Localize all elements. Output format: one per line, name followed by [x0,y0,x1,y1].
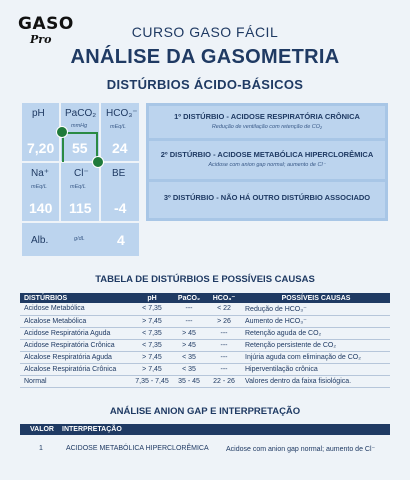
table-cell-paco2: > 45 [172,327,206,339]
brand-sub: Pro [30,33,52,46]
col-header-causes: POSSÍVEIS CAUSAS [242,293,390,303]
table-cell-paco2: < 35 [172,363,206,375]
table-cell-cause: Retenção persistente de CO₂ [242,339,390,351]
anion-col-value: VALOR [30,426,54,433]
anion-interpretation: ACIDOSE METABÓLICA HIPERCLORÊMICA [66,445,209,452]
highlight-dot-start [56,126,68,138]
hco3-cell [101,103,139,161]
table-title: TABELA DE DISTÚRBIOS E POSSÍVEIS CAUSAS [95,274,315,285]
course-title: CURSO GASO FÁCIL [131,24,279,40]
table-header-row [20,293,390,303]
table-cell-hco3: 22 - 26 [206,375,242,387]
page-title: ANÁLISE DA GASOMETRIA [70,46,340,68]
table-cell-cause: Aumento de HCO₃⁻ [242,315,390,327]
cl-label: Cl⁻ [74,168,89,179]
cl-cell [61,163,99,221]
na-label: Na⁺ [31,168,50,179]
paco2-unit: mmHg [71,123,88,129]
table-cell-cause: Retenção aguda de CO₂ [242,327,390,339]
be-label: BE [112,168,126,179]
table-row [20,327,390,339]
table-cell-cause: Hiperventilação crônica [242,363,390,375]
table-cell-hco3: > 26 [206,315,242,327]
table-cell-hco3: < 22 [206,303,242,315]
anion-gap-table [20,424,390,465]
table-cell-disorder: Acidose Metabólica [20,303,132,315]
table-cell-paco2: 35 - 45 [172,375,206,387]
ph-cell [22,103,59,161]
hco3-unit: mEq/L [110,124,126,130]
table-cell-hco3: --- [206,339,242,351]
disorder-2 [149,141,385,179]
table-cell-ph: > 7,45 [132,315,172,327]
table-cell-cause: Redução de HCO₃⁻ [242,303,390,315]
na-unit: mEq/L [31,184,47,190]
anion-header-row [20,424,390,435]
table-cell-paco2: > 45 [172,339,206,351]
disorder-1 [149,106,385,138]
table-cell-cause: Valores dentro da faixa fisiológica. [242,375,390,387]
table-cell-ph: < 7,35 [132,327,172,339]
hco3-label: HCO₃⁻ [106,108,138,119]
na-value: 140 [29,200,53,216]
gas-values-panel [20,100,142,258]
col-header-ph: pH [132,293,172,303]
alb-cell [22,223,139,256]
table-cell-ph: > 7,45 [132,363,172,375]
cl-unit: mEq/L [70,184,86,190]
disorders-table [20,293,390,388]
table-row [20,303,390,315]
table-cell-disorder: Acidose Respiratória Aguda [20,327,132,339]
table-cell-ph: > 7,45 [132,351,172,363]
alb-value: 4 [117,232,125,248]
disorder-1-title: 1º DISTÚRBIO - ACIDOSE RESPIRATÓRIA CRÔNICA [174,112,360,121]
anion-value: 1 [39,445,43,452]
table-cell-hco3: --- [206,363,242,375]
table-cell-ph: < 7,35 [132,303,172,315]
col-header-hco3: HCO₃⁻ [206,293,242,303]
table-cell-disorder: Alcalose Respiratória Aguda [20,351,132,363]
table-cell-disorder: Alcalose Respiratória Crônica [20,363,132,375]
table-cell-paco2: < 35 [172,351,206,363]
ph-value: 7,20 [27,140,55,156]
table-row [20,339,390,351]
table-cell-ph: < 7,35 [132,339,172,351]
page-subtitle: DISTÚRBIOS ÁCIDO-BÁSICOS [106,77,304,92]
cl-value: 115 [69,200,92,216]
paco2-label: PaCO₂ [65,108,97,119]
alb-label: Alb. [31,235,49,246]
brand-name: GASO [18,14,74,34]
hco3-value: 24 [112,140,128,156]
table-row [20,351,390,363]
table-cell-hco3: --- [206,351,242,363]
highlight-dot-end [92,156,104,168]
anion-title: ANÁLISE ANION GAP E INTERPRETAÇÃO [109,406,301,417]
na-cell [22,163,59,221]
disorders-panel [146,103,388,221]
be-value: -4 [114,200,127,216]
disorder-2-desc: Acidose com anion gap normal; aumento de Cl⁻ [208,162,326,168]
anion-description: Acidose com anion gap normal; aumento de Cl⁻ [226,446,376,453]
col-header-paco2: PaCO₂ [172,293,206,303]
table-row [20,363,390,375]
alb-unit: g/dL [74,236,85,242]
table-cell-hco3: --- [206,327,242,339]
table-cell-ph: 7,35 - 7,45 [132,375,172,387]
table-cell-disorder: Acidose Respiratória Crônica [20,339,132,351]
table-row [20,315,390,327]
table-cell-paco2: --- [172,303,206,315]
disorder-3-title: 3º DISTÚRBIO - NÃO HÁ OUTRO DISTÚRBIO ASSOCIADO [163,193,371,202]
anion-row [20,435,390,465]
be-cell [101,163,139,221]
ph-label: pH [32,108,45,119]
table-cell-cause: Injúria aguda com eliminação de CO₂ [242,351,390,363]
anion-col-interpretation: INTERPRETAÇÃO [62,426,122,433]
col-header-disorders: DISTÚRBIOS [20,293,132,303]
disorder-2-title: 2º DISTÚRBIO - ACIDOSE METABÓLICA HIPERCLORÊMICA [160,150,374,159]
table-cell-paco2: --- [172,315,206,327]
table-cell-disorder: Alcalose Metabólica [20,315,132,327]
disorder-1-desc: Redução de ventilação com retenção de CO₂ [211,124,323,130]
disorder-3 [149,182,385,218]
paco2-value: 55 [72,140,88,156]
table-row [20,375,390,387]
table-cell-disorder: Normal [20,375,132,387]
